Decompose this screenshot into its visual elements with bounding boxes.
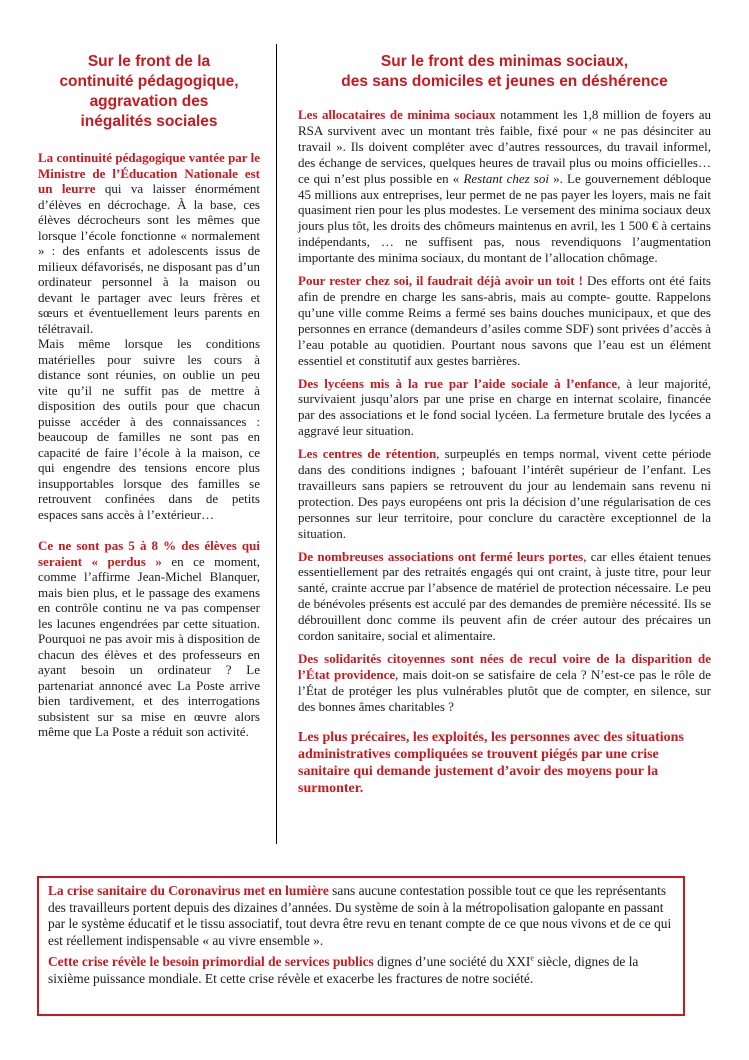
right-p5-text: , car elles étaient tenues essentiellement par des retraités engagés qui ont craint, à juste titre, pour leur santé, crainte accrue par l’absence de matériel de protection nécessaire. Le peu de bénévoles présents est acculé par des demandes de première nécessité. Ils se débrouillent donc comme ils peuvent afin de créer autour des précaires un cordon sanitaire, social et alimentaire.: [298, 548, 711, 644]
heading-line: Sur le front des minimas sociaux,: [380, 53, 629, 70]
bottom-p2-lead: Cette crise révèle le besoin primordial de services publics: [48, 954, 374, 970]
bottom-p2-text-b: siècle, dignes de la sixième puissance mondiale. Et cette crise révèle et exacerbe les fractures de notre société.: [48, 954, 639, 986]
heading-line: aggravation des: [89, 93, 209, 110]
right-p6-text: , mais doit-on se satisfaire de cela ? N’est-ce pas le rôle de l’État de protéger les plus vulnérables plutôt que de compter, en silence, sur des bonnes âmes charitables ?: [298, 666, 711, 714]
right-p1-lead: Les allocataires de minima sociaux: [298, 107, 496, 122]
column-divider: [276, 44, 277, 844]
left-p2-text: Mais même lorsque les conditions matérielles pour suivre les cours à distance sont réunies, on oublie un peu vite qu’il ne suffit pas de mettre à disposition des outils pour que chacun puisse accéder à des connaissances : beaucoup de familles ne sont pas en capacité de faire l’école à la maison, ce qui engendre des tensions encore plus insupportables lorsque des familles se retrouvent confinées dans de petits espaces sans accès à l’extérieur…: [38, 336, 260, 522]
right-p1-text-a: notamment les 1,8 million de foyers au RSA survivent avec un montant très faible, fixé pour « ne pas désinciter au travail ». Ils doivent compléter avec d’autres ressources, du travail informel, des échange de services, quelques heures de travail plus ou moins officielles… ce qui n’est plus possible en «: [298, 107, 711, 186]
bottom-p2-text-a: dignes d’une société du XXI: [373, 954, 531, 970]
right-paragraph-5: [298, 549, 711, 644]
right-p3-lead: Des lycéens mis à la rue par l’aide sociale à l’enfance: [298, 375, 618, 391]
heading-line: Sur le front de la: [87, 53, 211, 70]
left-paragraph-1: [38, 150, 260, 336]
heading-line: des sans domiciles et jeunes en déshérence: [341, 73, 668, 90]
bottom-paragraph-2: [48, 954, 678, 987]
right-p4-lead: Les centres de rétention: [298, 446, 437, 462]
left-paragraph-2: [38, 336, 260, 522]
bottom-callout-content: [48, 883, 678, 988]
heading-line: inégalités sociales: [80, 113, 218, 130]
left-p3-lead: Ce ne sont pas 5 à 8 % des élèves qui seraient « perdus »: [38, 538, 260, 569]
bottom-callout-box: [37, 876, 685, 1016]
right-p3-text: , à leur majorité, survivaient jusqu’alors par une prise en charge en internat scolaire, financée par des associations et le fond social lycéen. La fermeture brutale des lycées a aggravé leur situation.: [298, 375, 711, 439]
right-paragraph-2: [298, 273, 711, 368]
bottom-p1-text: sans aucune contestation possible tout ce que les représentants des travailleurs portent depuis des dizaines d’années. Du système de soin à la métropolisation galopante en passant par le système éducatif et le tissu associatif, tout devra être revu en tenant compte de ce que nous vivons et de ce qui est réellement indispensable « au vivre ensemble ».: [48, 883, 672, 948]
left-column-heading: [38, 52, 260, 132]
right-p1-italic: Restant chez soi: [463, 170, 549, 186]
right-p1-text-b: ». Le gouvernement débloque 45 millions aux entreprises, leur permet de ne pas payer les loyers, mais ne fait quasiment rien pour les plus modestes. Le versement des minima sociaux deux jours plus tôt, les droits des chômeurs maintenus en avril, les 1 500 € à certains indépendants, … ne suffisent pas, nous revendiquons l’augmentation importante des minima sociaux, du montant de l’allocation chômage.: [298, 170, 712, 266]
left-p1-text: qui va laisser énormément d’élèves en décrochage. À la base, ces élèves décrocheurs sont les mêmes que lorsque l’école fonctionne « normalement » : des enfants et adolescents issus de milieux défavorisés, ne disposant pas d’un ordinateur personnel à la maison ou devant le partager avec leurs frères et sœurs et éventuellement leurs parents en télétravail.: [38, 181, 260, 336]
right-column: [298, 52, 711, 797]
right-paragraph-1: [298, 107, 711, 266]
heading-line: continuité pédagogique,: [59, 73, 239, 90]
bottom-paragraph-1: [48, 883, 678, 949]
bottom-p1-lead: La crise sanitaire du Coronavirus met en lumière: [48, 883, 329, 898]
left-column: [38, 52, 260, 740]
right-p4-text: , surpeuplés en temps normal, vivent cette période dans des conditions indignes ; bafouant l’intérêt supérieur de l’enfant. Les travailleurs sans papiers se retrouvent du jour au lendemain sans revenu ni protection. Des pays européens ont pris la décision d’une régularisation de ces personnes sur leur territoire, pour conclure du caractère exceptionnel de la situation.: [298, 446, 711, 541]
right-p5-lead: De nombreuses associations ont fermé leurs portes: [298, 548, 584, 564]
right-conclusion: Les plus précaires, les exploités, les personnes avec des situations administratives compliquées se trouvent piégés par une crise sanitaire qui demande justement d’avoir des moyens pour la surmonter.: [298, 729, 684, 796]
right-paragraph-6: [298, 651, 711, 715]
right-p2-lead: Pour rester chez soi, il faudrait déjà avoir un toit !: [298, 273, 583, 289]
bottom-p2-superscript: e: [530, 953, 534, 963]
right-paragraph-3: [298, 376, 711, 440]
left-paragraph-3: [38, 538, 260, 740]
left-p1-lead: La continuité pédagogique vantée par le Ministre de l’Éducation Nationale est un leurre: [38, 150, 260, 196]
right-p2-text: Des efforts ont été faits afin de prendre en charge les sans-abris, mais au compte- goutte. Rappelons qu’une ville comme Reims a fermé ses bains douches municipaux, et que des personnes en errance (demandeurs d’asiles comme SDF) sont privées d’accès à l’eau potable au quotidien. Pourtant nous savons que l’eau est un élément essentiel et constitutif aux gestes barrières.: [298, 273, 711, 368]
right-p6-lead: Des solidarités citoyennes sont nées de recul voire de la disparition de l’État providence: [298, 651, 711, 682]
right-column-heading: [298, 52, 711, 92]
left-p3-text: en ce moment, comme l’affirme Jean-Michel Blanquer, mais bien plus, et le passage des examens en contrôle continu ne va pas compenser les lacunes engendrées par cette situation. Pourquoi ne pas avoir mis à disposition de chacun des élèves et des professeurs en ayant besoin un ordinateur ? Le partenariat annoncé avec La Poste arrive bien tardivement, et des interrogations subsistent sur sa mise en œuvre alors même que La Poste a réduit son activité.: [38, 553, 260, 739]
right-paragraph-4: [298, 446, 711, 541]
